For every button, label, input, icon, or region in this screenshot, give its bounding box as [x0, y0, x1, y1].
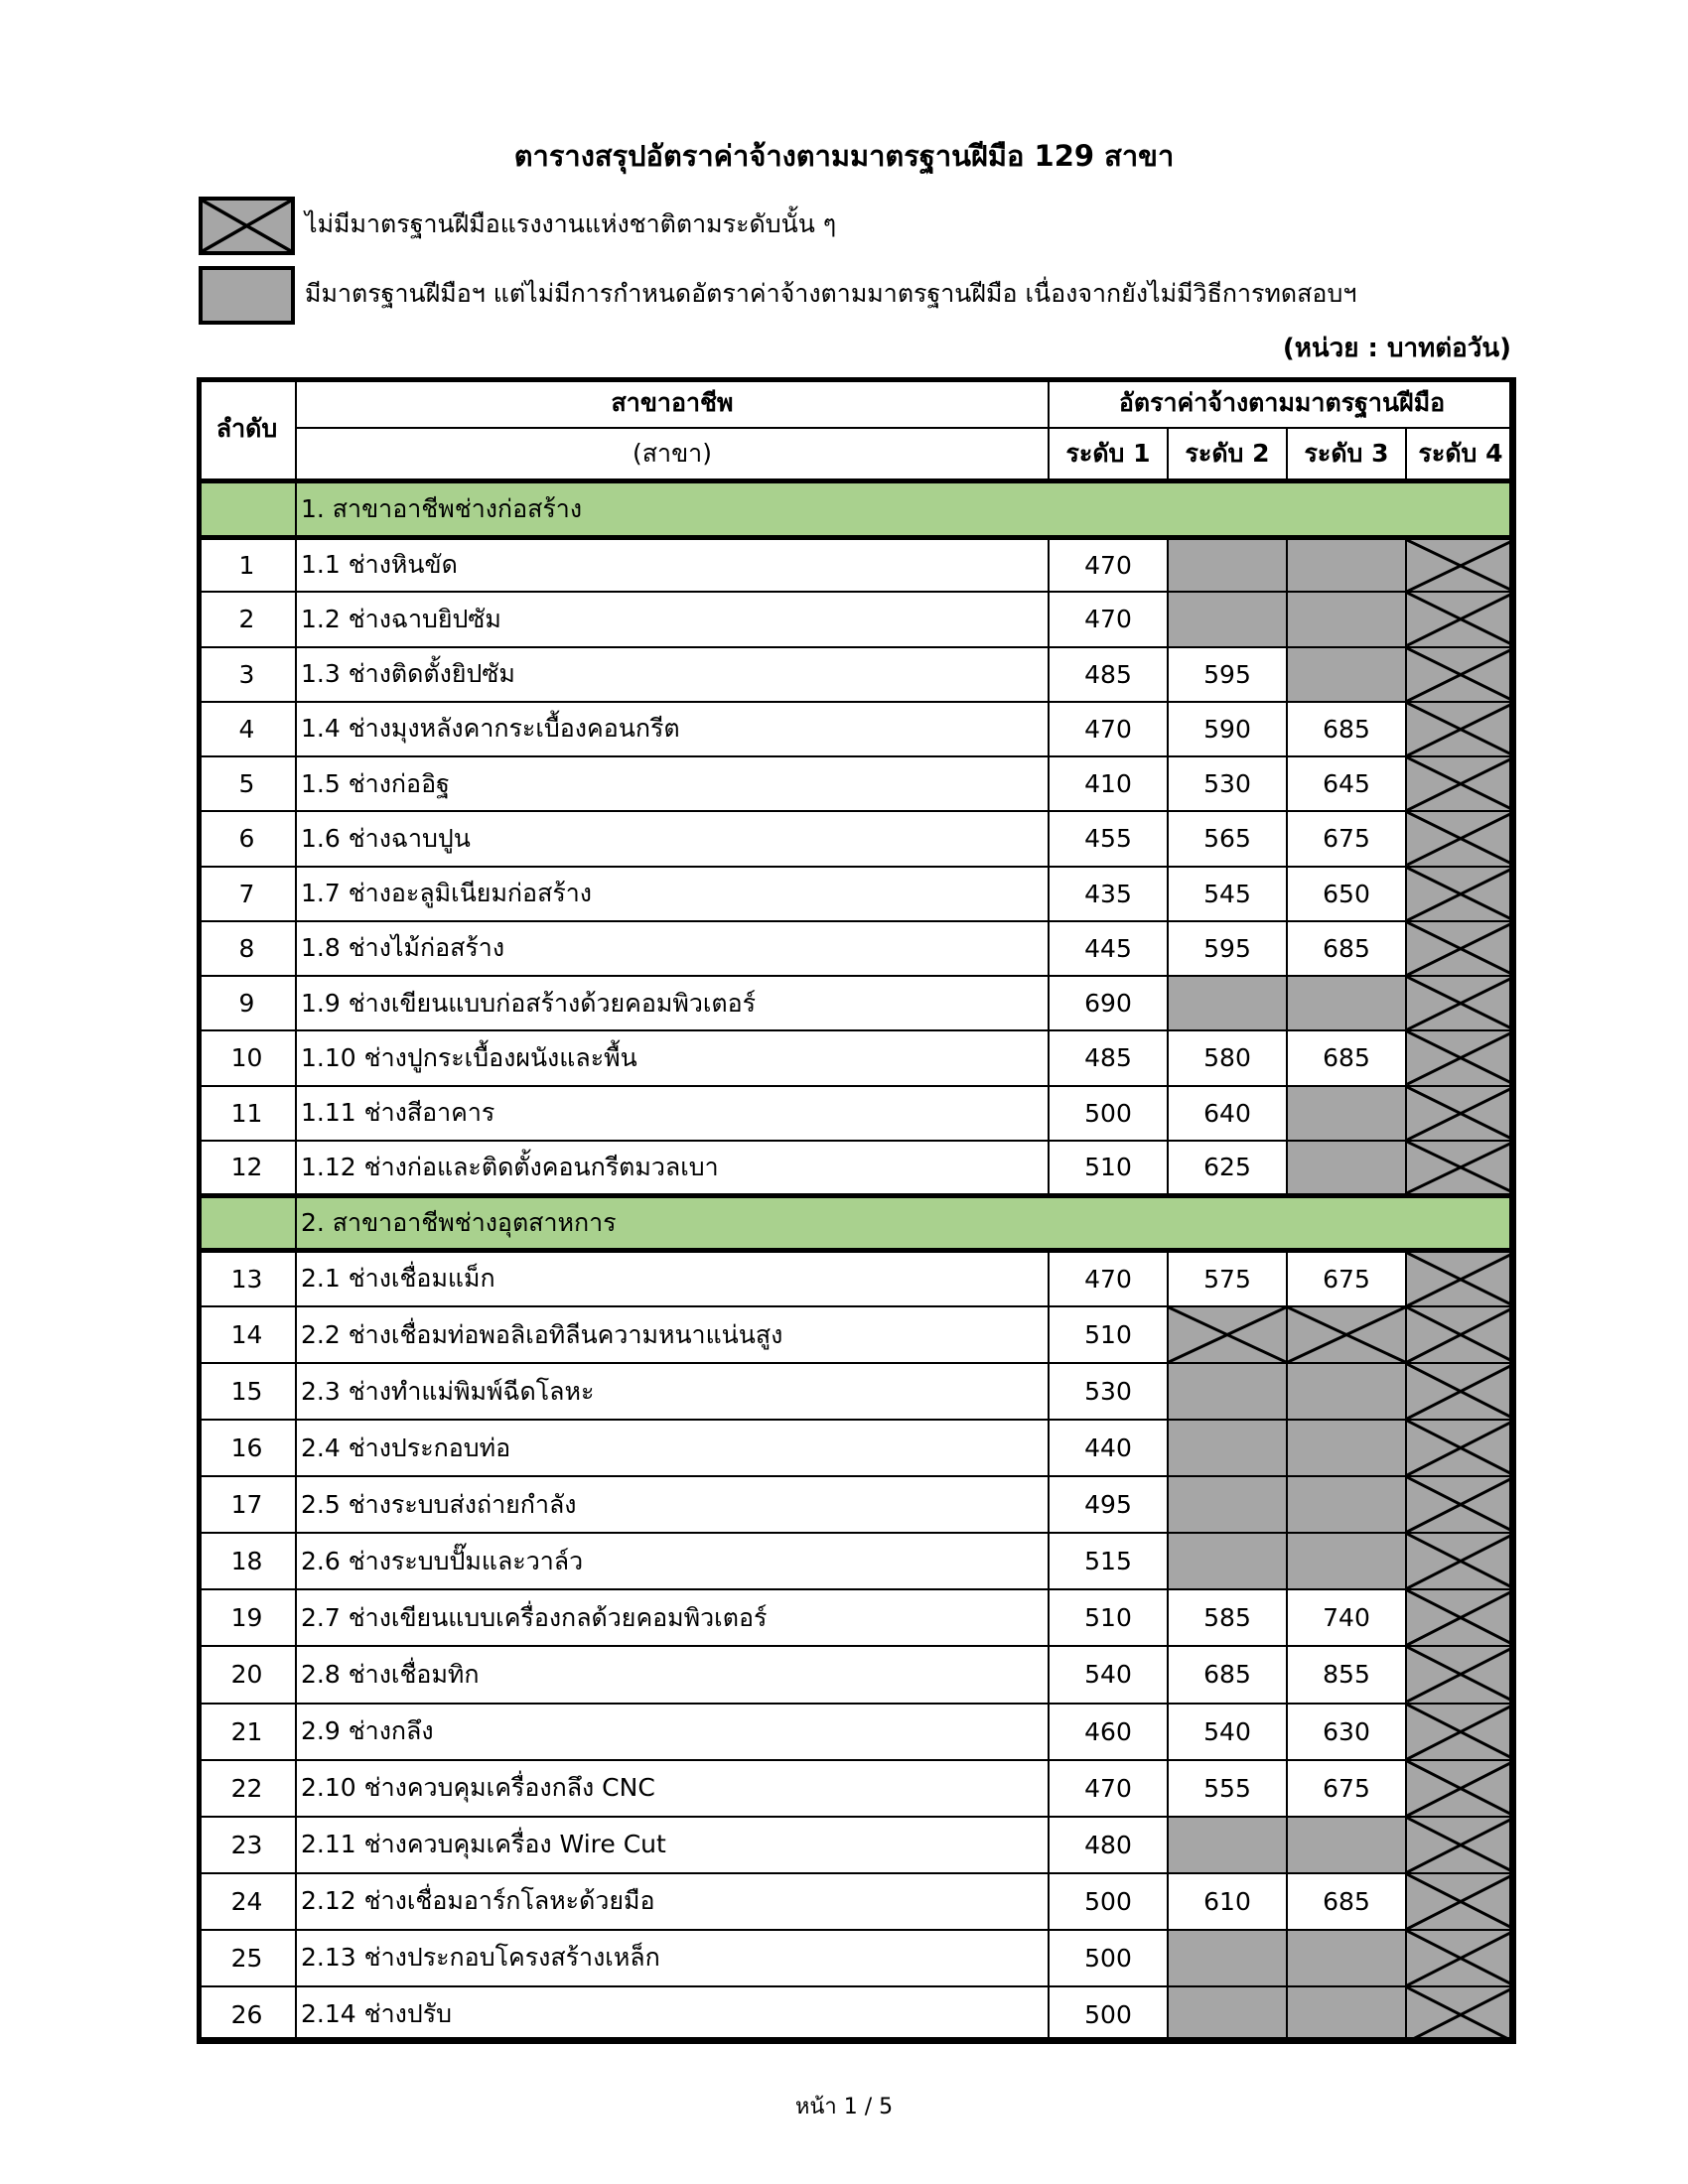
branch-name: 1.2 ช่างฉาบยิปซัม [296, 592, 1049, 646]
cross-icon [1407, 1987, 1514, 2042]
cross-icon [1407, 757, 1514, 810]
row-number: 6 [198, 811, 296, 866]
table-row [198, 537, 1515, 592]
level-1-rate: 470 [1049, 1250, 1168, 1306]
row-number: 14 [198, 1306, 296, 1363]
table-row [198, 976, 1515, 1030]
level-2-rate: 565 [1168, 811, 1287, 866]
level-3-no-rate [1287, 1363, 1406, 1420]
level-2-rate: 685 [1168, 1646, 1287, 1703]
level-2-rate: 545 [1168, 867, 1287, 921]
branch-name: 2.7 ช่างเขียนแบบเครื่องกลด้วยคอมพิวเตอร์ [296, 1589, 1049, 1646]
row-number: 7 [198, 867, 296, 921]
level-2-rate: 555 [1168, 1760, 1287, 1817]
level-3-rate: 675 [1287, 1760, 1406, 1817]
header-branch: สาขาอาชีพ [296, 378, 1049, 428]
branch-name: 2.1 ช่างเชื่อมแม็ก [296, 1250, 1049, 1306]
section-row [198, 1195, 1515, 1250]
level-4-no-standard [1406, 756, 1515, 811]
level-4-no-standard [1406, 1646, 1515, 1703]
level-4-no-standard [1406, 592, 1515, 646]
level-1-rate: 500 [1049, 1086, 1168, 1141]
level-1-rate: 445 [1049, 921, 1168, 976]
row-number: 20 [198, 1646, 296, 1703]
row-number: 17 [198, 1476, 296, 1533]
level-1-rate: 500 [1049, 1986, 1168, 2043]
table-row [198, 1760, 1515, 1817]
section-title: 2. สาขาอาชีพช่างอุตสาหการ [296, 1195, 1515, 1250]
level-3-rate: 685 [1287, 1030, 1406, 1085]
row-number: 25 [198, 1930, 296, 1986]
table-row [198, 921, 1515, 976]
level-3-rate: 645 [1287, 756, 1406, 811]
level-2-no-rate [1168, 1420, 1287, 1476]
branch-name: 2.14 ช่างปรับ [296, 1986, 1049, 2043]
level-2-rate: 610 [1168, 1873, 1287, 1930]
cross-icon [1407, 1142, 1514, 1193]
row-number: 11 [198, 1086, 296, 1141]
row-number: 10 [198, 1030, 296, 1085]
branch-name: 2.13 ช่างประกอบโครงสร้างเหล็ก [296, 1930, 1049, 1986]
header-branch-sub: (สาขา) [296, 428, 1049, 480]
branch-name: 1.1 ช่างหินขัด [296, 537, 1049, 592]
level-4-no-standard [1406, 811, 1515, 866]
cross-icon [1407, 540, 1514, 592]
cross-icon [1407, 868, 1514, 920]
row-number: 18 [198, 1533, 296, 1589]
level-4-no-standard [1406, 1141, 1515, 1195]
row-number: 12 [198, 1141, 296, 1195]
cross-icon [1407, 1031, 1514, 1084]
level-1-rate: 500 [1049, 1930, 1168, 1986]
row-number: 13 [198, 1250, 296, 1306]
cross-icon [1407, 1761, 1514, 1816]
section-title: 1. สาขาอาชีพช่างก่อสร้าง [296, 480, 1515, 537]
branch-name: 2.5 ช่างระบบส่งถ่ายกำลัง [296, 1476, 1049, 1533]
branch-name: 2.10 ช่างควบคุมเครื่องกลึง CNC [296, 1760, 1049, 1817]
table-row [198, 1646, 1515, 1703]
row-number: 1 [198, 537, 296, 592]
branch-name: 1.12 ช่างก่อและติดตั้งคอนกรีตมวลเบา [296, 1141, 1049, 1195]
level-1-rate: 515 [1049, 1533, 1168, 1589]
level-3-no-rate [1287, 1986, 1406, 2043]
page-title: ตารางสรุปอัตราค่าจ้างตามมาตรฐานฝีมือ 129 สาขา [513, 139, 1175, 173]
branch-name: 2.8 ช่างเชื่อมทิก [296, 1646, 1049, 1703]
level-2-no-rate [1168, 1986, 1287, 2043]
level-3-no-rate [1287, 1420, 1406, 1476]
header-rates: อัตราค่าจ้างตามมาตรฐานฝีมือ [1049, 378, 1515, 428]
cross-icon [1288, 1307, 1405, 1362]
row-number: 19 [198, 1589, 296, 1646]
branch-name: 2.3 ช่างทำแม่พิมพ์ฉีดโลหะ [296, 1363, 1049, 1420]
level-2-rate: 595 [1168, 921, 1287, 976]
level-4-no-standard [1406, 1986, 1515, 2043]
row-number: 23 [198, 1817, 296, 1873]
unit-label: (หน่วย : บาทต่อวัน) [1282, 334, 1511, 363]
level-2-no-rate [1168, 592, 1287, 646]
cross-icon [1407, 1421, 1514, 1475]
level-1-rate: 500 [1049, 1873, 1168, 1930]
cross-icon [1407, 1253, 1514, 1306]
cross-icon [1407, 1647, 1514, 1702]
row-number: 15 [198, 1363, 296, 1420]
level-2-rate: 540 [1168, 1704, 1287, 1760]
level-4-no-standard [1406, 921, 1515, 976]
level-4-no-standard [1406, 1420, 1515, 1476]
branch-name: 1.7 ช่างอะลูมิเนียมก่อสร้าง [296, 867, 1049, 921]
branch-name: 1.8 ช่างไม้ก่อสร้าง [296, 921, 1049, 976]
branch-name: 1.4 ช่างมุงหลังคากระเบื้องคอนกรีต [296, 702, 1049, 756]
level-2-no-rate [1168, 1476, 1287, 1533]
level-2-no-rate [1168, 976, 1287, 1030]
branch-name: 2.4 ช่างประกอบท่อ [296, 1420, 1049, 1476]
level-2-no-rate [1168, 1533, 1287, 1589]
row-number: 8 [198, 921, 296, 976]
cross-icon [1407, 922, 1514, 975]
legend-gray-text: มีมาตรฐานฝีมือฯ แต่ไม่มีการกำหนดอัตราค่าจ้างตามมาตรฐานฝีมือ เนื่องจากยังไม่มีวิธีการทดสอบฯ [305, 279, 1357, 308]
level-2-no-rate [1168, 537, 1287, 592]
branch-name: 1.10 ช่างปูกระเบื้องผนังและพื้น [296, 1030, 1049, 1085]
table-row [198, 1476, 1515, 1533]
level-3-rate: 740 [1287, 1589, 1406, 1646]
level-1-rate: 540 [1049, 1646, 1168, 1703]
level-3-no-rate [1287, 1086, 1406, 1141]
level-4-no-standard [1406, 976, 1515, 1030]
level-1-rate: 480 [1049, 1817, 1168, 1873]
level-1-rate: 485 [1049, 1030, 1168, 1085]
level-1-rate: 435 [1049, 867, 1168, 921]
table-row [198, 811, 1515, 866]
table-row [198, 1986, 1515, 2043]
level-2-rate: 595 [1168, 647, 1287, 702]
row-number: 24 [198, 1873, 296, 1930]
level-3-rate: 685 [1287, 1873, 1406, 1930]
cross-icon [203, 201, 291, 251]
branch-name: 1.5 ช่างก่ออิฐ [296, 756, 1049, 811]
level-3-no-rate [1287, 537, 1406, 592]
branch-name: 1.11 ช่างสีอาคาร [296, 1086, 1049, 1141]
cross-icon [1407, 593, 1514, 645]
cross-icon [1407, 977, 1514, 1029]
level-3-rate: 675 [1287, 1250, 1406, 1306]
level-4-no-standard [1406, 647, 1515, 702]
branch-name: 1.3 ช่างติดตั้งยิปซัม [296, 647, 1049, 702]
level-1-rate: 470 [1049, 1760, 1168, 1817]
level-1-rate: 510 [1049, 1589, 1168, 1646]
level-1-rate: 470 [1049, 537, 1168, 592]
header-level-1: ระดับ 1 [1049, 428, 1168, 480]
level-4-no-standard [1406, 1873, 1515, 1930]
wage-table [197, 377, 1516, 2044]
level-1-rate: 455 [1049, 811, 1168, 866]
level-3-rate: 675 [1287, 811, 1406, 866]
branch-name: 2.11 ช่างควบคุมเครื่อง Wire Cut [296, 1817, 1049, 1873]
level-1-rate: 510 [1049, 1306, 1168, 1363]
level-4-no-standard [1406, 1030, 1515, 1085]
level-4-no-standard [1406, 1930, 1515, 1986]
level-2-no-rate [1168, 1930, 1287, 1986]
branch-name: 1.6 ช่างฉาบปูน [296, 811, 1049, 866]
cross-icon [1407, 1477, 1514, 1532]
level-3-rate: 685 [1287, 921, 1406, 976]
table-row [198, 1533, 1515, 1589]
header-level-4: ระดับ 4 [1406, 428, 1515, 480]
header-no: ลำดับ [198, 378, 296, 480]
legend-crossed-text: ไม่มีมาตรฐานฝีมือแรงงานแห่งชาติตามระดับนั้น ๆ [305, 209, 837, 238]
table-row [198, 1873, 1515, 1930]
cross-icon [1407, 1818, 1514, 1872]
level-4-no-standard [1406, 1476, 1515, 1533]
branch-name: 1.9 ช่างเขียนแบบก่อสร้างด้วยคอมพิวเตอร์ [296, 976, 1049, 1030]
level-2-rate: 585 [1168, 1589, 1287, 1646]
row-number: 26 [198, 1986, 296, 2043]
section-no-cell [198, 480, 296, 537]
level-4-no-standard [1406, 1363, 1515, 1420]
level-4-no-standard [1406, 1589, 1515, 1646]
level-4-no-standard [1406, 1817, 1515, 1873]
row-number: 9 [198, 976, 296, 1030]
table-row [198, 1250, 1515, 1306]
level-1-rate: 530 [1049, 1363, 1168, 1420]
level-2-rate: 575 [1168, 1250, 1287, 1306]
table-row [198, 1306, 1515, 1363]
cross-icon [1407, 1364, 1514, 1419]
level-4-no-standard [1406, 702, 1515, 756]
row-number: 5 [198, 756, 296, 811]
table-row [198, 592, 1515, 646]
cross-icon [1407, 1307, 1514, 1362]
table-row [198, 867, 1515, 921]
table-row [198, 1363, 1515, 1420]
level-2-rate: 580 [1168, 1030, 1287, 1085]
table-row [198, 1141, 1515, 1195]
branch-name: 2.12 ช่างเชื่อมอาร์กโลหะด้วยมือ [296, 1873, 1049, 1930]
level-3-no-rate [1287, 1141, 1406, 1195]
table-row [198, 1817, 1515, 1873]
table-row [198, 1704, 1515, 1760]
table-row [198, 1086, 1515, 1141]
level-1-rate: 690 [1049, 976, 1168, 1030]
level-1-rate: 460 [1049, 1704, 1168, 1760]
cross-icon [1407, 1931, 1514, 1985]
level-2-rate: 625 [1168, 1141, 1287, 1195]
level-1-rate: 510 [1049, 1141, 1168, 1195]
level-2-no-standard [1168, 1306, 1287, 1363]
legend-crossed-swatch [199, 197, 295, 255]
cross-icon [1407, 703, 1514, 755]
header-level-3: ระดับ 3 [1287, 428, 1406, 480]
level-3-no-rate [1287, 1930, 1406, 1986]
table-row [198, 1930, 1515, 1986]
level-3-no-standard [1287, 1306, 1406, 1363]
cross-icon [1407, 1087, 1514, 1140]
level-1-rate: 410 [1049, 756, 1168, 811]
header-level-2: ระดับ 2 [1168, 428, 1287, 480]
row-number: 3 [198, 647, 296, 702]
level-4-no-standard [1406, 1086, 1515, 1141]
level-2-rate: 590 [1168, 702, 1287, 756]
level-3-rate: 630 [1287, 1704, 1406, 1760]
page-number: หน้า 1 / 5 [794, 2095, 894, 2119]
branch-name: 2.2 ช่างเชื่อมท่อพอลิเอทิลีนความหนาแน่นสูง [296, 1306, 1049, 1363]
table-row [198, 1030, 1515, 1085]
level-2-no-rate [1168, 1363, 1287, 1420]
level-3-rate: 855 [1287, 1646, 1406, 1703]
level-1-rate: 440 [1049, 1420, 1168, 1476]
cross-icon [1169, 1307, 1286, 1362]
level-3-no-rate [1287, 1817, 1406, 1873]
level-3-no-rate [1287, 592, 1406, 646]
level-4-no-standard [1406, 1250, 1515, 1306]
cross-icon [1407, 1590, 1514, 1645]
level-4-no-standard [1406, 1533, 1515, 1589]
row-number: 4 [198, 702, 296, 756]
level-1-rate: 470 [1049, 592, 1168, 646]
row-number: 2 [198, 592, 296, 646]
level-2-rate: 640 [1168, 1086, 1287, 1141]
level-1-rate: 470 [1049, 702, 1168, 756]
level-3-no-rate [1287, 1476, 1406, 1533]
table-row [198, 702, 1515, 756]
cross-icon [1407, 1874, 1514, 1929]
section-no-cell [198, 1195, 296, 1250]
cross-icon [1407, 1534, 1514, 1588]
legend-gray-swatch [199, 266, 295, 325]
cross-icon [1407, 812, 1514, 865]
cross-icon [1407, 1705, 1514, 1759]
level-4-no-standard [1406, 1306, 1515, 1363]
level-3-no-rate [1287, 1533, 1406, 1589]
level-1-rate: 485 [1049, 647, 1168, 702]
row-number: 21 [198, 1704, 296, 1760]
level-2-no-rate [1168, 1817, 1287, 1873]
table-row [198, 756, 1515, 811]
level-3-rate: 685 [1287, 702, 1406, 756]
table-row [198, 1420, 1515, 1476]
level-4-no-standard [1406, 1760, 1515, 1817]
row-number: 16 [198, 1420, 296, 1476]
level-3-rate: 650 [1287, 867, 1406, 921]
row-number: 22 [198, 1760, 296, 1817]
level-2-rate: 530 [1168, 756, 1287, 811]
section-row [198, 480, 1515, 537]
table-row [198, 647, 1515, 702]
branch-name: 2.6 ช่างระบบปั๊มและวาล์ว [296, 1533, 1049, 1589]
level-4-no-standard [1406, 867, 1515, 921]
level-3-no-rate [1287, 647, 1406, 702]
level-4-no-standard [1406, 537, 1515, 592]
level-4-no-standard [1406, 1704, 1515, 1760]
table-row [198, 1589, 1515, 1646]
cross-icon [1407, 648, 1514, 701]
level-1-rate: 495 [1049, 1476, 1168, 1533]
branch-name: 2.9 ช่างกลึง [296, 1704, 1049, 1760]
level-3-no-rate [1287, 976, 1406, 1030]
